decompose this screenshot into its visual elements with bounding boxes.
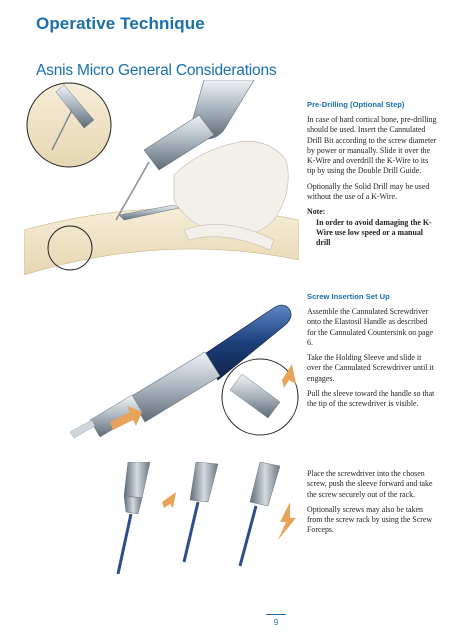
paragraph: Take the Holding Sleeve and slide it over the Cannulated Screwdriver until it engages.: [307, 353, 434, 383]
page-title: Operative Technique: [36, 14, 205, 33]
paragraph: Optionally screws may also be taken from the screw rack by using the Screw Forceps.: [307, 504, 433, 535]
paragraph: Pull the sleeve toward the handle so that the tip of the screwdriver is visible.: [307, 389, 435, 409]
screw-insertion-setup-illustration: [70, 302, 300, 447]
section-heading: Pre-Drilling (Optional Step): [307, 100, 405, 109]
screw-pickup-illustration: [80, 462, 300, 574]
section-pre-drilling: [307, 100, 443, 249]
paragraph: Optionally the Solid Drill may be used without the use of a K-Wire.: [307, 181, 430, 202]
note-text: In order to avoid damaging the K-Wire use low speed or a manual drill: [316, 217, 432, 248]
paragraph: Assemble the Cannulated Screwdriver onto the Elastosil Handle as described for the Cannulated Countersink on page 6.: [307, 307, 433, 347]
pre-drilling-illustration: [24, 80, 299, 295]
paragraph: In case of hard cortical bone, pre-drilling should be used. Insert the Cannulated Drill Bit according to the screw diameter by power or manually. Slide it over the K-Wire and overdrill the K-Wire to its tip by using the Double Drill Guide.: [307, 115, 437, 176]
section-screw-pickup: [307, 469, 443, 541]
page-subtitle: Asnis Micro General Considerations: [36, 62, 277, 79]
page-number-rule: [266, 614, 286, 615]
note-label: Note:: [307, 207, 326, 217]
page-number: 9: [273, 618, 279, 627]
section-heading: Screw Insertion Set Up: [307, 292, 390, 301]
paragraph: Place the screwdriver into the chosen screw, push the sleeve forward and take the screw securely out of the rack.: [307, 469, 433, 499]
section-screw-insertion: [307, 292, 443, 415]
